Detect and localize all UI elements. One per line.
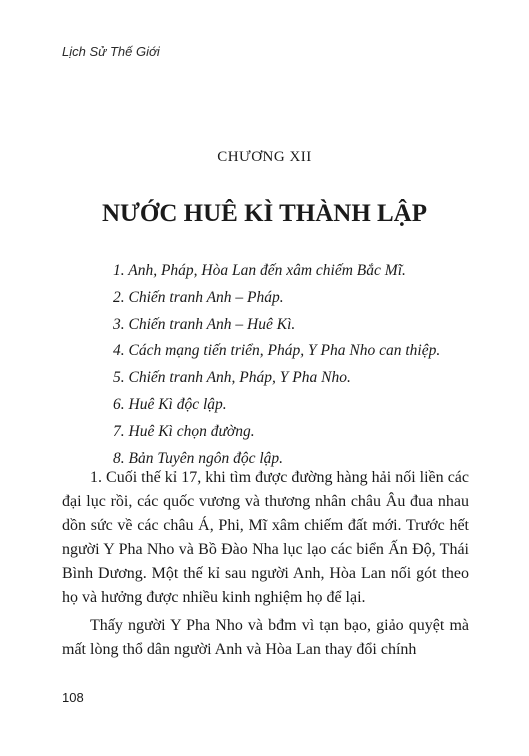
chapter-label: CHƯƠNG XII bbox=[217, 149, 312, 165]
contents-item: 3. Chiến tranh Anh – Huê Kì. bbox=[113, 315, 296, 333]
contents-item: 8. Bản Tuyên ngôn độc lập. bbox=[113, 449, 284, 467]
body-text bbox=[62, 466, 469, 662]
contents-item: 1. Anh, Pháp, Hòa Lan đến xâm chiếm Bắc Mĩ. bbox=[113, 262, 406, 279]
running-head: Lịch Sử Thế Giới bbox=[62, 44, 160, 59]
chapter-title: NƯỚC HUÊ KÌ THÀNH LẬP bbox=[101, 200, 428, 227]
contents-item: 5. Chiến tranh Anh, Pháp, Y Pha Nho. bbox=[113, 369, 351, 387]
contents-item: 2. Chiến tranh Anh – Pháp. bbox=[113, 288, 284, 306]
contents-item: 6. Huê Kì độc lập. bbox=[113, 395, 227, 413]
contents-item: 7. Huê Kì chọn đường. bbox=[113, 422, 255, 440]
page-number: 108 bbox=[62, 690, 84, 705]
paragraph: Thấy người Y Pha Nho và bđm vì tạn bạo, giảo quyệt mà mất lòng thổ dân người Anh và Hòa Lan thay đổi chính bbox=[62, 617, 469, 658]
contents-item: 4. Cách mạng tiến triển, Pháp, Y Pha Nho can thiệp. bbox=[113, 342, 441, 360]
chapter-contents bbox=[113, 258, 440, 472]
paragraph: 1. Cuối thế kỉ 17, khi tìm được đường hàng hải nối liền các đại lục rồi, các quốc vương và thương nhân châu Âu đua nhau dồn sức về các châu Á, Phi, Mĩ xâm chiếm đất mới. Trước hết người Y Pha Nho và Bồ Đào Nha lục lạo các biển Ấn Độ, Thái Bình Dương. Một thế kỉ sau người Anh, Hòa Lan nối gót theo họ và hưởng được nhiều kinh nghiệm họ để lại. bbox=[62, 469, 469, 606]
